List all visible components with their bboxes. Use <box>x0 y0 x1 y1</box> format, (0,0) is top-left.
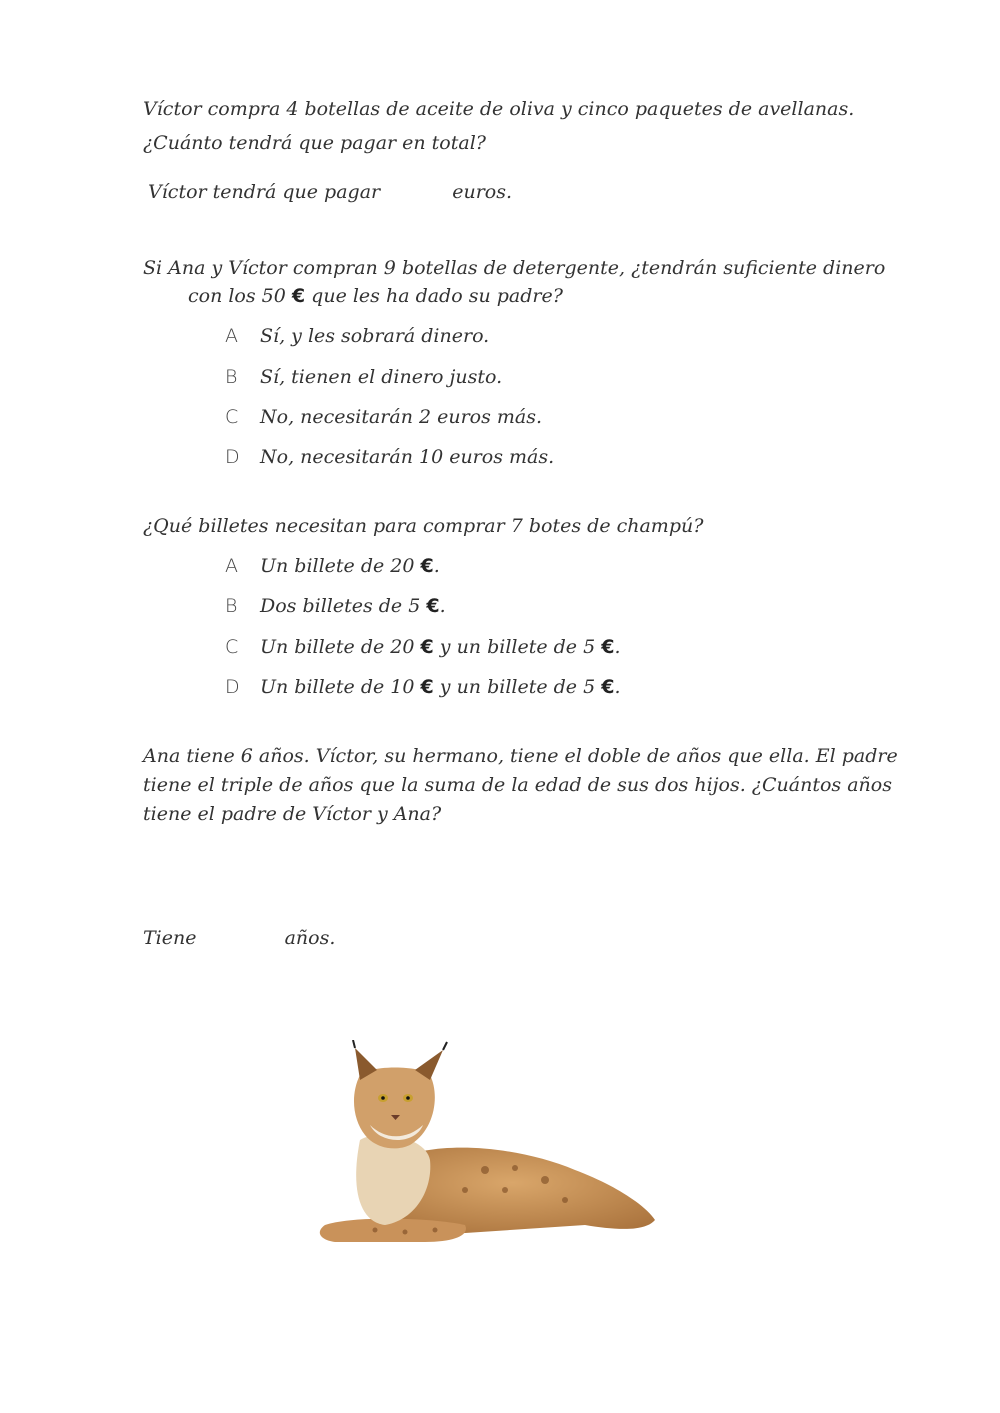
q3-option-d-letter: D <box>225 676 240 698</box>
q3-option-b-letter: B <box>225 595 238 617</box>
q3-option-a-text[interactable]: Un billete de 20 €. <box>260 555 440 577</box>
euro-symbol: € <box>291 285 306 307</box>
q1-answer-blank[interactable] <box>386 197 446 198</box>
q2-option-d-text[interactable]: No, necesitarán 10 euros más. <box>260 446 555 468</box>
q1-line2: ¿Cuánto tendrá que pagar en total? <box>143 132 486 154</box>
q2-option-a-text[interactable]: Sí, y les sobrará dinero. <box>260 325 490 347</box>
q2-option-b-letter: B <box>225 366 238 388</box>
q1-answer <box>148 181 512 203</box>
q2-option-c-letter: C <box>225 406 239 428</box>
q3-option-d-text[interactable]: Un billete de 10 € y un billete de 5 €. <box>260 676 621 698</box>
q3-option-c-letter: C <box>225 636 239 658</box>
q3-option-b-text[interactable]: Dos billetes de 5 €. <box>260 595 446 617</box>
q2-option-b-text[interactable]: Sí, tienen el dinero justo. <box>260 366 503 388</box>
q4-answer-suffix: años. <box>284 927 336 949</box>
q4-line1: Ana tiene 6 años. Víctor, su hermano, tiene el doble de años que ella. El padre <box>143 745 898 767</box>
q2-option-c-text[interactable]: No, necesitarán 2 euros más. <box>260 406 543 428</box>
q2-line1: Si Ana y Víctor compran 9 botellas de detergente, ¿tendrán suficiente dinero <box>143 257 886 279</box>
q1-answer-prefix: Víctor tendrá que pagar <box>148 181 381 203</box>
q4-answer-prefix: Tiene <box>143 927 197 949</box>
q3-question: ¿Qué billetes necesitan para comprar 7 botes de champú? <box>143 515 704 537</box>
q4-line2: tiene el triple de años que la suma de la edad de sus dos hijos. ¿Cuántos años <box>143 774 892 796</box>
q3-option-a-letter: A <box>225 555 238 577</box>
q4-answer <box>143 927 335 949</box>
q1-line1: Víctor compra 4 botellas de aceite de oliva y cinco paquetes de avellanas. <box>143 98 855 120</box>
q2-option-a-letter: A <box>225 325 238 347</box>
q2-line2 <box>188 285 563 307</box>
q1-answer-suffix: euros. <box>452 181 513 203</box>
lynx-illustration <box>315 1040 660 1250</box>
q2-line2-post: que les ha dado su padre? <box>311 285 563 307</box>
q4-line3: tiene el padre de Víctor y Ana? <box>143 803 442 825</box>
q2-line2-pre: con los 50 <box>188 285 286 307</box>
q3-option-c-text[interactable]: Un billete de 20 € y un billete de 5 €. <box>260 636 621 658</box>
q2-option-d-letter: D <box>225 446 240 468</box>
q4-answer-blank[interactable] <box>203 943 279 944</box>
